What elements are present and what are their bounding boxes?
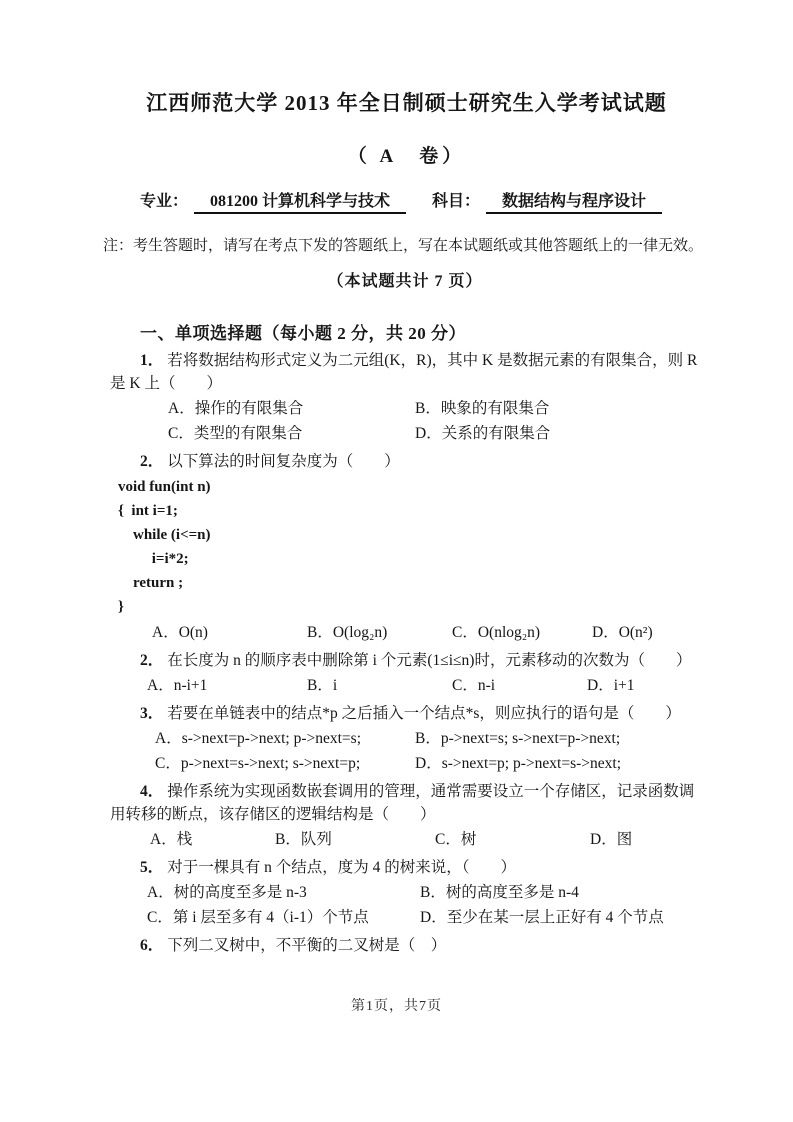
question-5 xyxy=(110,856,703,929)
page-footer: 第1页，共7页 xyxy=(351,999,442,1014)
option-b: B．队列 xyxy=(275,831,332,848)
question-2a-number: 2． xyxy=(140,453,164,470)
option-a: A．栈 xyxy=(150,831,193,848)
question-6 xyxy=(110,934,703,957)
question-5-options xyxy=(147,881,703,929)
option-d: D．关系的有限集合 xyxy=(415,425,551,442)
question-2a-options xyxy=(152,621,703,644)
question-4-stem xyxy=(110,780,702,826)
question-1 xyxy=(110,349,703,445)
code-snippet xyxy=(118,475,703,619)
option-a: A．s->next=p->next; p->next=s; xyxy=(155,730,361,747)
option-c: C．第 i 层至多有 4（i-1）个节点 xyxy=(147,909,369,926)
option-c: C．p->next=s->next; s->next=p; xyxy=(155,755,361,772)
option-d: D．i+1 xyxy=(587,677,635,694)
question-4-options xyxy=(150,828,703,851)
option-b: B．i xyxy=(307,677,338,694)
question-5-stem xyxy=(110,856,702,879)
option-d: D．s->next=p; p->next=s->next; xyxy=(415,755,621,772)
code-line: return ; xyxy=(118,575,184,591)
paper-version: （ A 卷） xyxy=(347,146,466,167)
option-c: C．类型的有限集合 xyxy=(168,425,303,442)
question-5-number: 5． xyxy=(140,859,164,876)
question-6-stem xyxy=(110,934,702,957)
option-d: D．O(n²) xyxy=(592,624,653,641)
code-line: i=i*2; xyxy=(118,551,189,567)
question-4-number: 4． xyxy=(140,783,164,800)
option-b: B．树的高度至多是 n-4 xyxy=(420,884,579,901)
code-line: while (i<=n) xyxy=(118,527,211,543)
option-b: B．O(log₂n) xyxy=(307,624,388,641)
section-heading: 一、单项选择题（每小题 2 分，共 20 分） xyxy=(140,324,466,343)
major-label: 专业： xyxy=(140,193,189,210)
question-2-seqlist xyxy=(110,649,703,697)
subject-value: 数据结构与程序设计 xyxy=(486,188,662,214)
option-a: A．O(n) xyxy=(152,624,208,641)
question-6-number: 6． xyxy=(140,937,164,954)
candidate-note: 注：考生答题时，请写在考点下发的答题纸上，写在本试题纸或其他答题纸上的一律无效。 xyxy=(103,238,704,254)
question-5-text: 对于一棵具有 n 个结点，度为 4 的树来说，（ ） xyxy=(167,859,517,876)
option-b: B．p->next=s; s->next=p->next; xyxy=(415,730,621,747)
question-2-algorithm xyxy=(110,450,703,644)
major-subject-line xyxy=(140,188,703,214)
question-2b-text: 在长度为 n 的顺序表中删除第 i 个元素(1≤i≤n)时，元素移动的次数为（ ） xyxy=(167,652,692,669)
question-2b-stem xyxy=(110,649,702,672)
option-c: C．树 xyxy=(435,831,477,848)
question-4-text: 操作系统为实现函数嵌套调用的管理，通常需要设立一个存储区，记录函数调用转移的断点，该存储区的逻辑结构是（ ） xyxy=(110,783,695,823)
question-2a-stem xyxy=(110,450,702,473)
question-3-stem xyxy=(110,702,702,725)
question-3-options xyxy=(155,727,703,775)
question-2b-options xyxy=(147,674,703,697)
option-a: A．树的高度至多是 n-3 xyxy=(147,884,307,901)
question-1-number: 1． xyxy=(140,352,164,369)
question-3 xyxy=(110,702,703,775)
question-2b-number: 2． xyxy=(140,652,164,669)
option-c: C．n-i xyxy=(452,677,496,694)
option-a: A．操作的有限集合 xyxy=(168,400,304,417)
major-value: 081200 计算机科学与技术 xyxy=(194,188,406,214)
code-line: { int i=1; xyxy=(118,503,178,519)
question-3-number: 3． xyxy=(140,705,164,722)
option-d: D．至少在某一层上正好有 4 个节点 xyxy=(420,909,664,926)
option-c: C．O(nlog₂n) xyxy=(452,624,541,641)
page-count-note: （本试题共计 7 页） xyxy=(327,273,483,290)
question-1-text: 若将数据结构形式定义为二元组(K，R)，其中 K 是数据元素的有限集合，则 R 是 K 上（ ） xyxy=(110,352,698,392)
subject-label: 科目： xyxy=(432,193,481,210)
question-3-text: 若要在单链表中的结点*p 之后插入一个结点*s，则应执行的语句是（ ） xyxy=(167,705,681,722)
code-line: void fun(int n) xyxy=(118,479,211,495)
question-4 xyxy=(110,780,703,851)
option-b: B．映象的有限集合 xyxy=(415,400,550,417)
question-1-stem xyxy=(110,349,702,395)
code-line: } xyxy=(118,599,124,615)
exam-title: 江西师范大学 2013 年全日制硕士研究生入学考试试题 xyxy=(146,91,667,115)
question-2a-text: 以下算法的时间复杂度为（ ） xyxy=(167,453,400,470)
question-1-options xyxy=(168,397,703,445)
option-a: A．n-i+1 xyxy=(147,677,208,694)
option-d: D．图 xyxy=(590,831,633,848)
question-6-text: 下列二叉树中，不平衡的二叉树是（ ） xyxy=(167,937,447,954)
